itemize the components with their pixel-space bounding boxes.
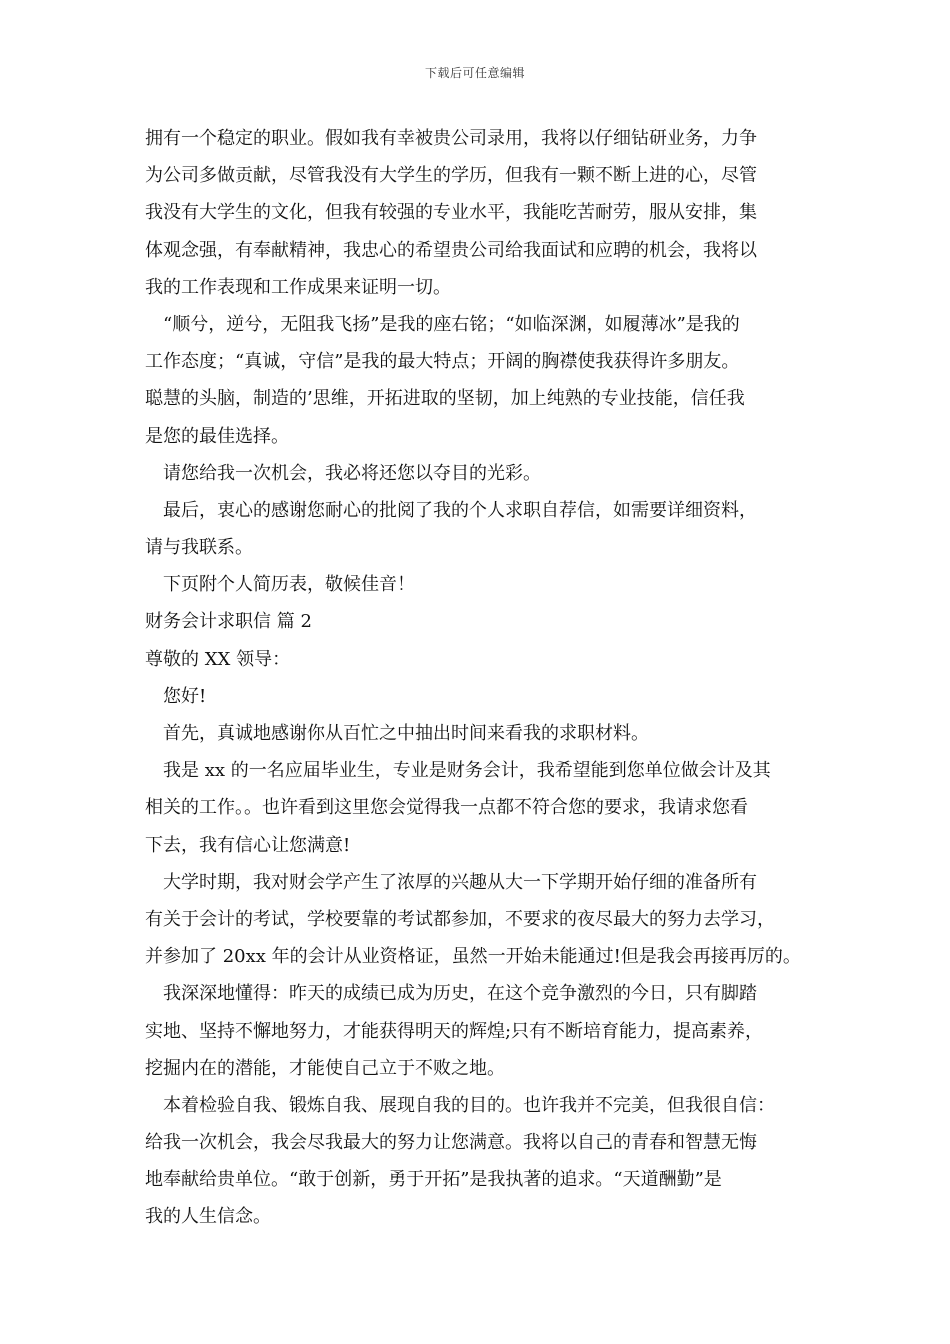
text-line: 下去，我有信心让您满意! bbox=[145, 834, 351, 856]
text-line: 我的工作表现和工作成果来证明一切。 bbox=[145, 276, 451, 298]
text-line: 聪慧的头脑，制造的’思维，开拓进取的坚韧，加上纯熟的专业技能，信任我 bbox=[145, 388, 745, 410]
text-line: 挖掘内在的潜能，才能使自己立于不败之地。 bbox=[145, 1057, 505, 1079]
page-header: 下载后可任意编辑 bbox=[424, 66, 525, 80]
text-line: 地奉献给贵单位。“敢于创新，勇于开拓”是我执著的追求。“天道酬勤”是 bbox=[145, 1169, 722, 1191]
text-line: 并参加了 20xx 年的会计从业资格证，虽然一开始未能通过!但是我会再接再厉的。 bbox=[145, 946, 801, 968]
text-line: 本着检验自我、锻炼自我、展现自我的目的。也许我并不完美，但我很自信： bbox=[163, 1094, 775, 1116]
text-line: 我深深地懂得：昨天的成绩已成为历史，在这个竞争激烈的今日，只有脚踏 bbox=[163, 983, 757, 1005]
text-line: 是您的最佳选择。 bbox=[145, 425, 289, 447]
text-line: 大学时期，我对财会学产生了浓厚的兴趣从大一下学期开始仔细的准备所有 bbox=[163, 871, 757, 893]
text-line: 工作态度；“真诚，守信”是我的最大特点；开阔的胸襟使我获得许多朋友。 bbox=[145, 351, 740, 373]
text-line: 首先，真诚地感谢你从百忙之中抽出时间来看我的求职材料。 bbox=[163, 723, 649, 744]
text-line: 实地、坚持不懈地努力，才能获得明天的辉煌;只有不断培育能力，提高素养， bbox=[145, 1020, 764, 1042]
text-line: “顺兮，逆兮，无阻我飞扬”是我的座右铭；“如临深渊，如履薄冰”是我的 bbox=[163, 313, 740, 335]
text-line: 请与我联系。 bbox=[145, 537, 253, 559]
greeting: 您好! bbox=[163, 685, 207, 707]
section-heading: 财务会计求职信 篇 2 bbox=[145, 611, 312, 633]
text-line: 相关的工作。。也许看到这里您会觉得我一点都不符合您的要求，我请求您看 bbox=[145, 797, 748, 819]
text-line: 请您给我一次机会，我必将还您以夺目的光彩。 bbox=[163, 462, 541, 484]
text-line: 体观念强，有奉献精神，我忠心的希望贵公司给我面试和应聘的机会，我将以 bbox=[145, 239, 757, 261]
document-body bbox=[145, 120, 815, 1236]
text-line: 拥有一个稳定的职业。假如我有幸被贵公司录用，我将以仔细钻研业务，力争 bbox=[145, 128, 757, 149]
text-line: 我没有大学生的文化，但我有较强的专业水平，我能吃苦耐劳，服从安排，集 bbox=[145, 202, 757, 224]
text-line: 有关于会计的考试，学校要靠的考试都参加，不要求的夜尽最大的努力去学习， bbox=[145, 908, 775, 930]
text-line: 最后，衷心的感谢您耐心的批阅了我的个人求职自荐信，如需要详细资料， bbox=[163, 499, 757, 521]
text-line: 我是 xx 的一名应届毕业生，专业是财务会计，我希望能到您单位做会计及其 bbox=[163, 760, 771, 782]
text-line: 下页附个人简历表，敬候佳音！ bbox=[163, 574, 415, 596]
text-line: 我的人生信念。 bbox=[145, 1206, 271, 1228]
text-line: 给我一次机会，我会尽我最大的努力让您满意。我将以自己的青春和智慧无悔 bbox=[145, 1132, 757, 1154]
text-line: 为公司多做贡献，尽管我没有大学生的学历，但我有一颗不断上进的心，尽管 bbox=[145, 165, 757, 187]
salutation: 尊敬的 XX 领导： bbox=[145, 648, 291, 670]
